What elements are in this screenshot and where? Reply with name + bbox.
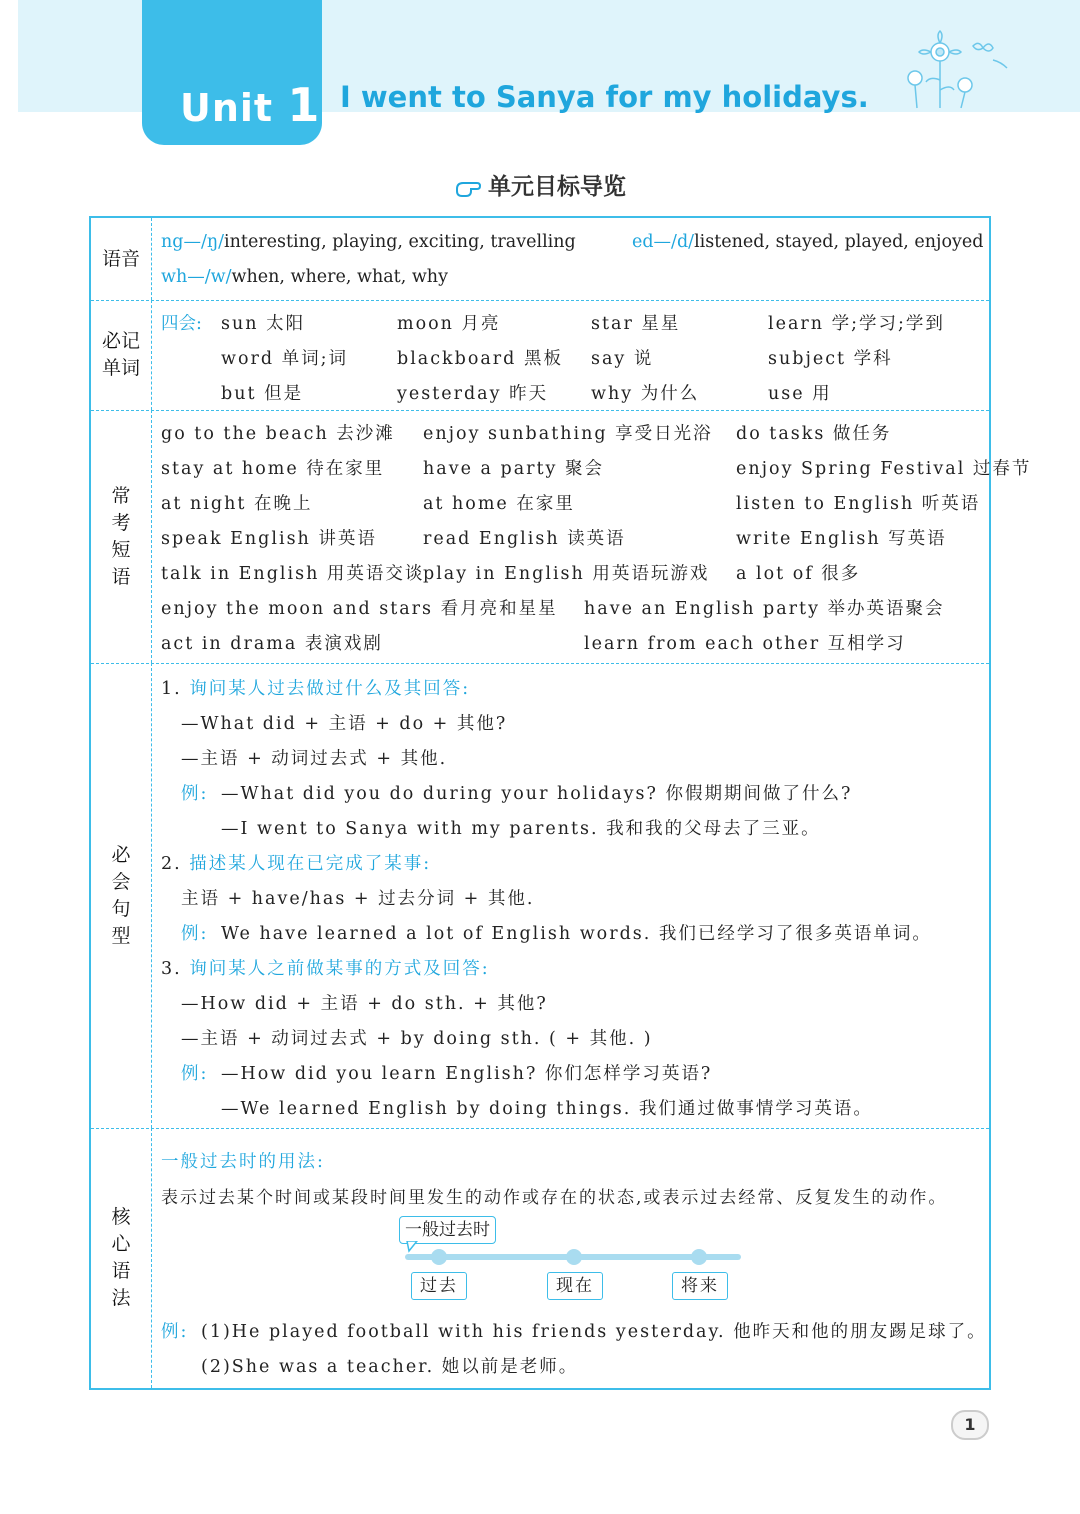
example-sentence: (1)He played football with his friends yesterday. 他昨天和他的朋友踢足球了。 xyxy=(201,1322,987,1342)
vocabulary-row xyxy=(91,300,989,411)
phonics-pattern: ng—/ŋ/ xyxy=(161,232,225,252)
phrase-item: at night 在晚上 xyxy=(161,494,313,514)
label-cell xyxy=(91,410,152,663)
pointing-hand-icon xyxy=(454,177,482,199)
grammar-label: 核心语法 xyxy=(111,1206,131,1309)
phrase-item: read English 读英语 xyxy=(423,529,626,549)
example-label: 例: xyxy=(181,784,209,804)
example-sentence: (2)She was a teacher. 她以前是老师。 xyxy=(201,1357,579,1377)
grammar-description: 表示过去某个时间或某段时间里发生的动作或存在的状态,或表示过去经常、反复发生的动作。 xyxy=(161,1188,948,1208)
phonics-item xyxy=(632,232,983,252)
sentences-label: 必会句型 xyxy=(111,843,131,947)
pronunciation-row xyxy=(91,218,989,301)
unit-number: 1 xyxy=(287,78,321,132)
sentence-pattern: 主语 + have/has + 过去分词 + 其他. xyxy=(181,889,535,909)
phrase-item: stay at home 待在家里 xyxy=(161,459,385,479)
phrase-item: write English 写英语 xyxy=(736,529,947,549)
vocabulary-word: learn 学;学习;学到 xyxy=(768,314,945,334)
sentence-number: 3. xyxy=(161,959,182,979)
phrase-item: go to the beach 去沙滩 xyxy=(161,424,395,444)
vocabulary-word: blackboard 黑板 xyxy=(397,349,563,369)
vocabulary-prefix: 四会: xyxy=(161,314,202,334)
phrases-label: 常考短语 xyxy=(111,484,131,588)
sentence-pattern: —What did + 主语 + do + 其他? xyxy=(181,714,508,734)
pronunciation-label: 语音 xyxy=(101,247,140,270)
example-label: 例: xyxy=(161,1322,189,1342)
example-label: 例: xyxy=(181,924,209,944)
phonics-words: interesting, playing, exciting, travelling xyxy=(224,232,576,252)
timeline-dot-present xyxy=(566,1249,582,1265)
example-sentence: —We learned English by doing things. 我们通过做事情学习英语。 xyxy=(221,1099,873,1119)
phonics-item xyxy=(161,267,448,287)
vocabulary-word: yesterday 昨天 xyxy=(397,384,549,404)
phrase-item: listen to English 听英语 xyxy=(736,494,981,514)
page-number: 1 xyxy=(951,1410,989,1440)
vocabulary-label: 必记单词 xyxy=(101,330,140,379)
phrase-item: learn from each other 互相学习 xyxy=(584,634,906,654)
phrase-item: at home 在家里 xyxy=(423,494,575,514)
grammar-heading: 一般过去时的用法: xyxy=(161,1152,325,1172)
phonics-words: listened, stayed, played, enjoyed xyxy=(694,232,984,252)
label-cell xyxy=(91,218,152,300)
timeline-dot-past xyxy=(431,1249,447,1265)
phonics-item xyxy=(161,232,576,252)
overview-table xyxy=(89,216,1032,1390)
phrase-item: do tasks 做任务 xyxy=(736,424,892,444)
label-cell xyxy=(91,1128,152,1388)
label-cell xyxy=(91,663,152,1128)
sentence-pattern: —主语 + 动词过去式 + 其他. xyxy=(181,749,448,769)
section-title xyxy=(0,168,1080,201)
vocabulary-word: but 但是 xyxy=(221,384,304,404)
timeline-label-present: 现在 xyxy=(547,1272,603,1300)
example-sentence: We have learned a lot of English words. 我们已经学习了很多英语单词。 xyxy=(221,924,932,944)
sentence-number: 1. xyxy=(161,679,182,699)
vocabulary-word: use 用 xyxy=(768,384,832,404)
sentence-heading-text: 描述某人现在已完成了某事: xyxy=(189,854,432,874)
phonics-words: when, where, what, why xyxy=(231,267,448,287)
vocabulary-word: moon 月亮 xyxy=(397,314,501,334)
phrase-item: act in drama 表演戏剧 xyxy=(161,634,383,654)
vocabulary-word: word 单词;词 xyxy=(221,349,349,369)
phrase-item: talk in English 用英语交谈 xyxy=(161,564,425,584)
phonics-pattern: wh—/w/ xyxy=(161,267,232,287)
example-sentence: —How did you learn English? 你们怎样学习英语? xyxy=(221,1064,713,1084)
phrase-item: play in English 用英语玩游戏 xyxy=(423,564,710,584)
section-title-text: 单元目标导览 xyxy=(488,174,626,200)
sentence-heading xyxy=(161,675,470,700)
sentences-row xyxy=(91,663,989,1129)
unit-label xyxy=(180,78,320,132)
vocabulary-word: subject 学科 xyxy=(768,349,893,369)
vocabulary-word: star 星星 xyxy=(591,314,681,334)
phrase-item: speak English 讲英语 xyxy=(161,529,377,549)
unit-word: Unit xyxy=(180,86,274,130)
sentence-number: 2. xyxy=(161,854,182,874)
example-sentence: —What did you do during your holidays? 你假期期间做了什么? xyxy=(221,784,853,804)
phrase-item: have an English party 举办英语聚会 xyxy=(584,599,945,619)
phrase-item: a lot of 很多 xyxy=(736,564,861,584)
example-label: 例: xyxy=(181,1064,209,1084)
timeline-label-future: 将来 xyxy=(672,1272,728,1300)
vocabulary-word: why 为什么 xyxy=(591,384,700,404)
sentence-heading-text: 询问某人过去做过什么及其回答: xyxy=(189,679,471,699)
phrase-item: enjoy sunbathing 享受日光浴 xyxy=(423,424,713,444)
callout-pointer-icon xyxy=(405,1241,425,1253)
sentence-heading xyxy=(161,955,490,980)
phrase-item: have a party 聚会 xyxy=(423,459,604,479)
phonics-pattern: ed—/d/ xyxy=(632,232,695,252)
sentence-heading xyxy=(161,850,431,875)
phrase-item: enjoy Spring Festival 过春节 xyxy=(736,459,1032,479)
timeline-callout: 一般过去时 xyxy=(399,1216,496,1244)
vocabulary-word: sun 太阳 xyxy=(221,314,306,334)
label-cell xyxy=(91,300,152,410)
vocabulary-word: say 说 xyxy=(591,349,654,369)
timeline-label-past: 过去 xyxy=(411,1272,467,1300)
lesson-title: I went to Sanya for my holidays. xyxy=(340,80,869,114)
example-sentence: —I went to Sanya with my parents. 我和我的父母去了三亚。 xyxy=(221,819,821,839)
flower-decoration-icon xyxy=(895,30,1015,110)
sentence-heading-text: 询问某人之前做某事的方式及回答: xyxy=(189,959,490,979)
phrases-row xyxy=(91,410,1032,664)
timeline-dot-future xyxy=(691,1249,707,1265)
sentence-pattern: —How did + 主语 + do sth. + 其他? xyxy=(181,994,548,1014)
phrase-item: enjoy the moon and stars 看月亮和星星 xyxy=(161,599,558,619)
sentence-pattern: —主语 + 动词过去式 + by doing sth. ( + 其他. ) xyxy=(181,1029,653,1049)
